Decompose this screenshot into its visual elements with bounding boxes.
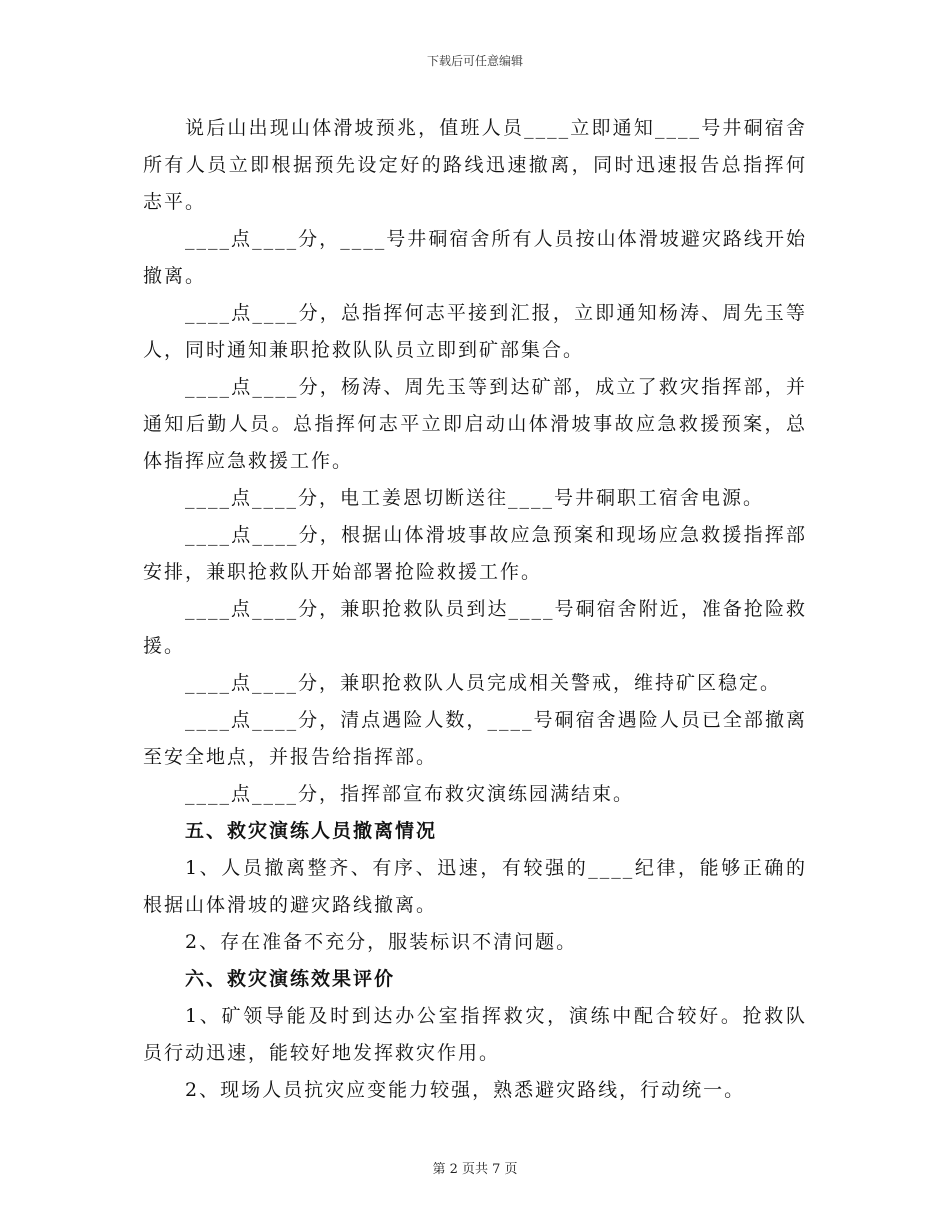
paragraph: ____点____分，根据山体滑坡事故应急预案和现场应急救援指挥部安排，兼职抢救队开始部署抢险救援工作。	[143, 524, 807, 583]
paragraph: ____点____分，杨涛、周先玉等到达矿部，成立了救灾指挥部，并通知后勤人员。总指挥何志平立即启动山体滑坡事故应急救援预案，总体指挥应急救援工作。	[143, 376, 807, 472]
paragraph: ____点____分，电工姜恩切断送往____号井硐职工宿舍电源。	[185, 487, 765, 509]
paragraph: 说后山出现山体滑坡预兆，值班人员____立即通知____号井硐宿舍所有人员立即根据预先设定好的路线迅速撤离，同时迅速报告总指挥何志平。	[143, 117, 807, 213]
section-heading: 五、救灾演练人员撤离情况	[185, 820, 438, 842]
paragraph: 2、现场人员抗灾应变能力较强，熟悉避灾路线，行动统一。	[185, 1079, 746, 1101]
paragraph: 1、人员撤离整齐、有序、迅速，有较强的____纪律，能够正确的根据山体滑坡的避灾路线撤离。	[143, 857, 807, 916]
paragraph: 1、矿领导能及时到达办公室指挥救灾，演练中配合较好。抢救队员行动迅速，能较好地发挥救灾作用。	[143, 1005, 807, 1064]
paragraph: ____点____分，兼职抢救队员到达____号硐宿舍附近，准备抢险救援。	[143, 598, 807, 657]
document-body	[143, 110, 807, 1109]
paragraph: ____点____分，总指挥何志平接到汇报，立即通知杨涛、周先玉等人，同时通知兼职抢救队队员立即到矿部集合。	[143, 302, 807, 361]
paragraph: ____点____分，____号井硐宿舍所有人员按山体滑坡避灾路线开始撤离。	[143, 228, 807, 287]
paragraph: ____点____分，清点遇险人数，____号硐宿舍遇险人员已全部撤离至安全地点，并报告给指挥部。	[143, 709, 807, 768]
page-header: 下载后可任意编辑	[426, 54, 523, 68]
section-heading: 六、救灾演练效果评价	[185, 968, 396, 990]
page-footer: 第 2 页共 7 页	[432, 1162, 518, 1177]
paragraph: ____点____分，兼职抢救队人员完成相关警戒，维持矿区稳定。	[185, 672, 782, 694]
paragraph: ____点____分，指挥部宣布救灾演练园满结束。	[185, 783, 635, 805]
paragraph: 2、存在准备不充分，服装标识不清问题。	[185, 931, 578, 953]
